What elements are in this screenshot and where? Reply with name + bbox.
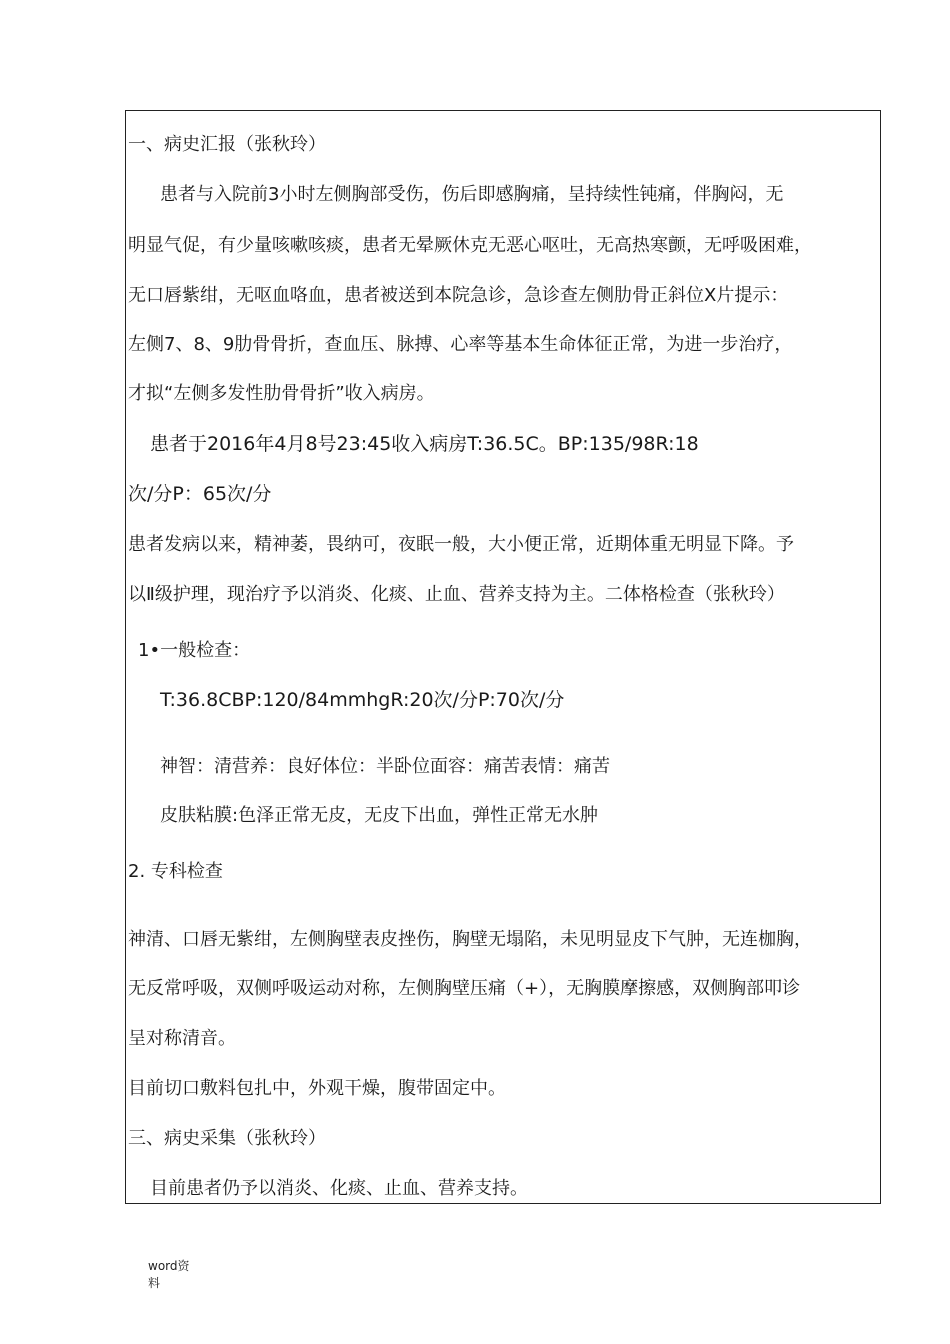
section-3-title: 三、病史采集（张秋玲）: [128, 1128, 326, 1149]
history-line-2: 明显气促，有少量咳嗽咳痰，患者无晕厥休克无恶心呕吐，无高热寒颤，无呼吸困难，: [128, 235, 812, 256]
history-collection-text: 目前患者仍予以消炎、化痰、止血、营养支持。: [150, 1178, 528, 1199]
special-exam-line-2: 无反常呼吸，双侧呼吸运动对称，左侧胸壁压痛（+），无胸膜摩擦感，双侧胸部叩诊: [128, 978, 801, 999]
special-exam-line-1: 神清、口唇无紫绀，左侧胸壁表皮挫伤，胸壁无塌陷，未见明显皮下气肿，无连枷胸，: [128, 929, 812, 950]
mind-status: 神智：清营养：良好体位：半卧位面容：痛苦表情：痛苦: [160, 756, 610, 777]
page-footer: [148, 1258, 190, 1292]
admission-line-1: 患者于2016年4月8号23:45收入病房T:36.5C。BP:135/98R:18: [150, 433, 699, 455]
general-exam-heading: 1•一般检查：: [138, 640, 251, 661]
condition-line-2: 以Ⅱ级护理，现治疗予以消炎、化痰、止血、营养支持为主。二体格检查（张秋玲）: [128, 584, 785, 605]
wound-status: 目前切口敷料包扎中，外观干燥，腹带固定中。: [128, 1078, 506, 1099]
footer-line-2: 料: [148, 1276, 161, 1290]
history-line-1: 患者与入院前3小时左侧胸部受伤，伤后即感胸痛，呈持续性钝痛，伴胸闷，无: [160, 184, 784, 205]
footer-line-1: word资: [148, 1259, 190, 1273]
general-vitals: T:36.8CBP:120/84mmhgR:20次/分P:70次/分: [160, 689, 565, 711]
condition-line-1: 患者发病以来，精神萎，畏纳可，夜眠一般，大小便正常，近期体重无明显下降。予: [128, 534, 794, 555]
section-1-title: 一、病史汇报（张秋玲）: [128, 134, 326, 155]
skin-status: 皮肤粘膜:色泽正常无皮，无皮下出血，弹性正常无水肿: [160, 805, 599, 826]
admission-line-2: 次/分P：65次/分: [128, 483, 272, 505]
history-line-4: 左侧7、8、9肋骨骨折，查血压、脉搏、心率等基本生命体征正常，为进一步治疗，: [128, 334, 793, 355]
special-exam-heading: 2. 专科检查: [128, 861, 223, 882]
special-exam-line-3: 呈对称清音。: [128, 1028, 236, 1049]
history-line-3: 无口唇紫绀，无呕血咯血，患者被送到本院急诊，急诊查左侧肋骨正斜位X片提示：: [128, 285, 789, 306]
history-line-5: 才拟“左侧多发性肋骨骨折”收入病房。: [128, 383, 435, 404]
